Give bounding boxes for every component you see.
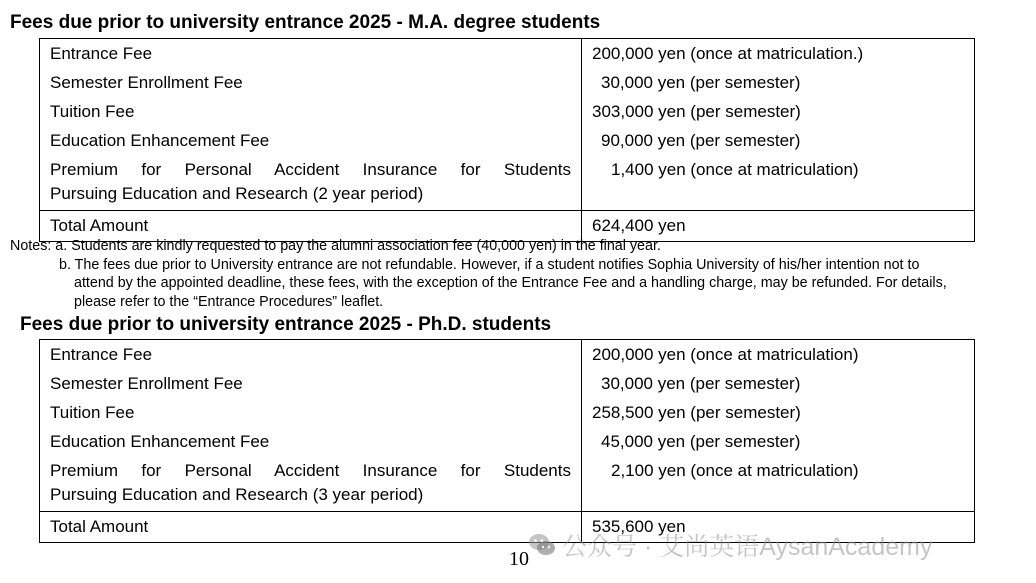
fee-label: Education Enhancement Fee: [40, 430, 582, 459]
fee-amount: 200,000 yen (once at matriculation): [582, 340, 975, 373]
fee-label: Entrance Fee: [40, 39, 582, 72]
ma-section-title: Fees due prior to university entrance 2025 - M.A. degree students: [10, 12, 601, 33]
fee-label: Semester Enrollment Fee: [40, 71, 582, 100]
wechat-icon: [528, 532, 556, 558]
table-row: [40, 71, 975, 100]
fee-amount: 303,000 yen (per semester): [582, 100, 975, 129]
note-b: b. The fees due prior to University entrance are not refundable. However, if a student notifies Sophia University of his/her intention not to attend by the appointed deadline, these fees, with the exception of the Entrance Fee and a handling charge, may be refunded. For details, please refer to the “Entrance Procedures” leaflet.: [59, 256, 947, 310]
phd-section-title: Fees due prior to university entrance 2025 - Ph.D. students: [20, 314, 552, 335]
table-row: [40, 158, 975, 211]
fee-amount: 200,000 yen (once at matriculation.): [582, 39, 975, 72]
fee-label: Entrance Fee: [40, 340, 582, 373]
fee-amount: 2,100 yen (once at matriculation): [582, 459, 975, 512]
table-row: [40, 129, 975, 158]
table-row: [40, 39, 975, 72]
fee-amount: 30,000 yen (per semester): [582, 372, 975, 401]
total-label: Total Amount: [40, 211, 582, 242]
insurance-label: Premium for Personal Accident Insurance for Students Pursuing Education and Research (2 year period): [40, 158, 582, 211]
table-row: [40, 372, 975, 401]
watermark-text: 公众号 · 艾尚英语AysanAcademy: [562, 533, 933, 561]
insurance-label: Premium for Personal Accident Insurance for Students Pursuing Education and Research (3 year period): [40, 459, 582, 512]
table-row: [40, 430, 975, 459]
fee-amount: 258,500 yen (per semester): [582, 401, 975, 430]
total-amount: 624,400 yen: [582, 211, 975, 242]
ma-fee-table: [39, 38, 975, 242]
table-row: [40, 459, 975, 512]
total-label: Total Amount: [40, 512, 582, 543]
note-a: Notes: a. Students are kindly requested to pay the alumni association fee (40,000 yen) in the final year.: [10, 238, 661, 254]
fee-label: Semester Enrollment Fee: [40, 372, 582, 401]
table-row: [40, 401, 975, 430]
page-number: 10: [509, 548, 529, 570]
fee-amount: 1,400 yen (once at matriculation): [582, 158, 975, 211]
fee-amount: 90,000 yen (per semester): [582, 129, 975, 158]
watermark: [528, 527, 932, 563]
fee-label: Tuition Fee: [40, 100, 582, 129]
fee-amount: 30,000 yen (per semester): [582, 71, 975, 100]
fee-label: Education Enhancement Fee: [40, 129, 582, 158]
fee-amount: 45,000 yen (per semester): [582, 430, 975, 459]
notes: [10, 237, 1034, 311]
fee-label: Tuition Fee: [40, 401, 582, 430]
table-row: [40, 100, 975, 129]
phd-fee-table: [39, 339, 975, 543]
total-amount: 535,600 yen: [582, 512, 975, 543]
table-row: [40, 340, 975, 373]
